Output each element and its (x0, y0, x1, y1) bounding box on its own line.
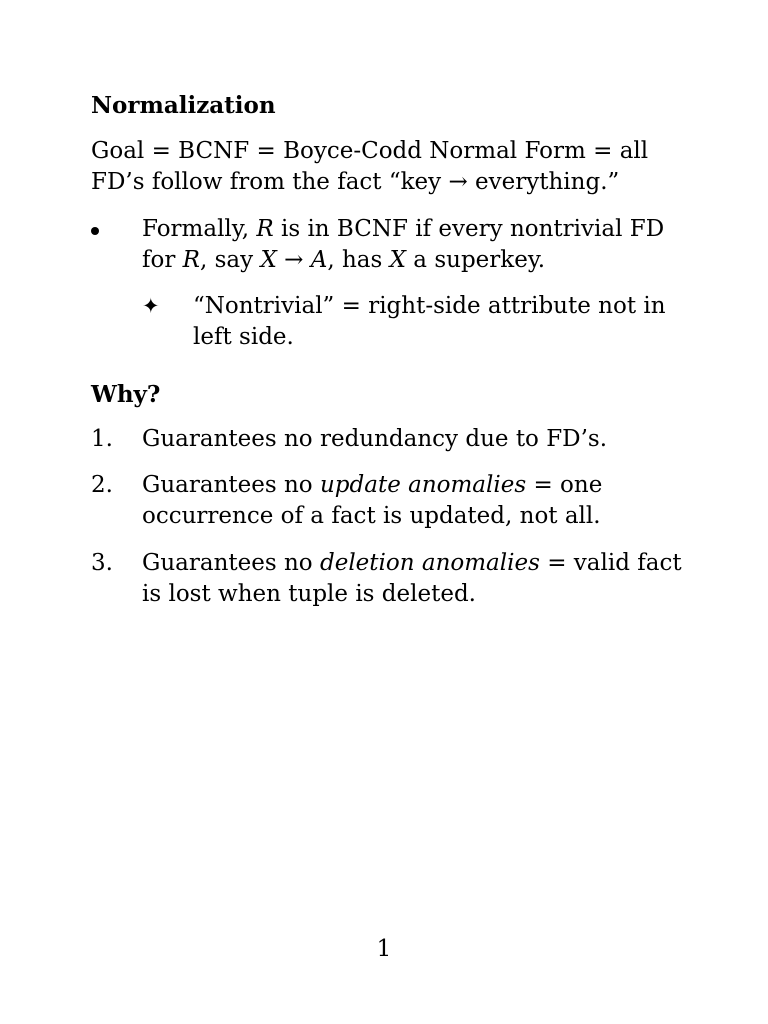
bullet-line-2: for R, say X → A, has X a superkey. (142, 247, 546, 273)
item-line-2: occurrence of a fact is updated, not all. (142, 503, 601, 529)
item-number: 2. (91, 472, 113, 498)
bullet-line-1: Formally, R is in BCNF if every nontrivial FD (142, 216, 665, 242)
heading-why: Why? (91, 381, 161, 408)
four-point-star-icon: ✦ (142, 294, 160, 318)
item-number: 3. (91, 550, 113, 576)
item-line-1: Guarantees no redundancy due to FD’s. (142, 426, 608, 452)
page-number: 1 (376, 936, 392, 962)
subbullet-line-2: left side. (193, 324, 294, 350)
bullet-dot-icon (91, 227, 99, 235)
item-line-2: is lost when tuple is deleted. (142, 581, 476, 607)
item-line-1: Guarantees no update anomalies = one (142, 472, 603, 498)
heading-normalization: Normalization (91, 92, 276, 119)
item-number: 1. (91, 426, 113, 452)
goal-line-2: FD’s follow from the fact “key → everything.” (91, 169, 620, 195)
item-line-1: Guarantees no deletion anomalies = valid fact (142, 550, 682, 576)
subbullet-line-1: “Nontrivial” = right-side attribute not in (193, 293, 666, 319)
goal-line-1: Goal = BCNF = Boyce-Codd Normal Form = all (91, 138, 649, 164)
